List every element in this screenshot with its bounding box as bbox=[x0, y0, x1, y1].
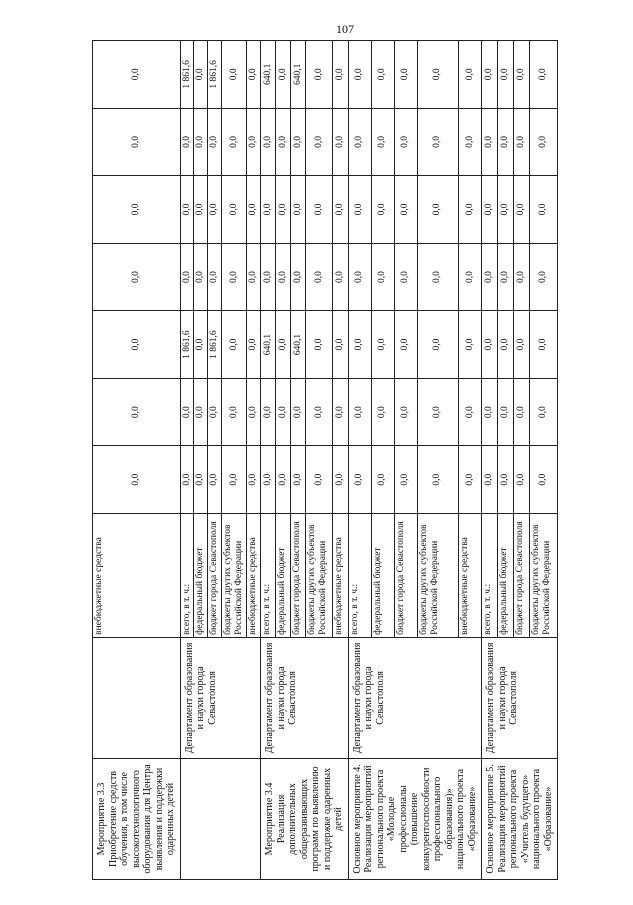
value-cell: 0,0 bbox=[394, 41, 417, 109]
value-cell: 0,0 bbox=[371, 311, 394, 379]
value-cell: 0,0 bbox=[306, 243, 333, 311]
funding-source-cell: внебюджетные средства bbox=[247, 514, 261, 638]
value-cell: 0,0 bbox=[482, 243, 498, 311]
value-cell: 0,0 bbox=[93, 41, 181, 109]
value-cell: 640,1 bbox=[261, 41, 276, 109]
budget-table-body bbox=[93, 41, 558, 880]
value-cell: 0,0 bbox=[348, 108, 371, 176]
value-cell: 0,0 bbox=[222, 446, 247, 514]
value-cell: 0,0 bbox=[482, 446, 498, 514]
value-cell: 0,0 bbox=[513, 176, 529, 244]
value-cell: 0,0 bbox=[529, 243, 557, 311]
value-cell: 0,0 bbox=[497, 311, 513, 379]
value-cell: 0,0 bbox=[529, 378, 557, 446]
value-cell: 0,0 bbox=[513, 446, 529, 514]
value-cell: 640,1 bbox=[261, 311, 276, 379]
value-cell: 0,0 bbox=[348, 378, 371, 446]
funding-source-cell: бюджет города Севастополя bbox=[394, 514, 417, 638]
value-cell: 0,0 bbox=[513, 41, 529, 109]
funding-source-cell: внебюджетные средства bbox=[458, 514, 481, 638]
value-cell: 0,0 bbox=[306, 176, 333, 244]
table-row bbox=[93, 41, 181, 880]
value-cell: 0,0 bbox=[194, 176, 208, 244]
value-cell: 0,0 bbox=[291, 176, 306, 244]
value-cell: 0,0 bbox=[276, 446, 291, 514]
funding-source-cell: федеральный бюджет bbox=[276, 514, 291, 638]
value-cell: 0,0 bbox=[93, 243, 181, 311]
table-row bbox=[482, 41, 498, 880]
funding-source-cell: бюджет города Севастополя bbox=[208, 514, 222, 638]
value-cell: 0,0 bbox=[497, 108, 513, 176]
value-cell: 0,0 bbox=[348, 176, 371, 244]
funding-source-cell: бюджеты других субъектов Российской Федерации bbox=[417, 514, 458, 638]
department-cell: Департамент образования и науки города Севастополя bbox=[348, 637, 482, 758]
value-cell: 0,0 bbox=[394, 446, 417, 514]
value-cell: 0,0 bbox=[497, 378, 513, 446]
value-cell: 0,0 bbox=[222, 41, 247, 109]
value-cell: 0,0 bbox=[291, 446, 306, 514]
value-cell: 0,0 bbox=[458, 108, 481, 176]
value-cell: 0,0 bbox=[306, 108, 333, 176]
value-cell: 0,0 bbox=[482, 378, 498, 446]
funding-source-cell: бюджет города Севастополя bbox=[291, 514, 306, 638]
department-cell: Департамент образования и науки города Севастополя bbox=[180, 637, 261, 758]
value-cell: 0,0 bbox=[513, 378, 529, 446]
value-cell: 0,0 bbox=[194, 41, 208, 109]
value-cell: 0,0 bbox=[261, 176, 276, 244]
value-cell: 0,0 bbox=[417, 311, 458, 379]
value-cell: 0,0 bbox=[348, 446, 371, 514]
rotated-table-wrapper bbox=[92, 40, 554, 880]
value-cell: 0,0 bbox=[333, 378, 348, 446]
funding-source-cell: бюджет города Севастополя bbox=[513, 514, 529, 638]
value-cell: 0,0 bbox=[482, 176, 498, 244]
measure-name-cell: Основное мероприятие 5. Реализация мероприятий регионального проекта «Учитель будущего» национального проекта «Образование» bbox=[482, 758, 558, 879]
value-cell: 0,0 bbox=[394, 311, 417, 379]
value-cell: 0,0 bbox=[458, 176, 481, 244]
value-cell: 0,0 bbox=[417, 378, 458, 446]
value-cell: 0,0 bbox=[194, 378, 208, 446]
value-cell: 0,0 bbox=[394, 378, 417, 446]
value-cell: 0,0 bbox=[247, 311, 261, 379]
value-cell: 0,0 bbox=[497, 41, 513, 109]
value-cell: 0,0 bbox=[458, 243, 481, 311]
value-cell: 0,0 bbox=[222, 176, 247, 244]
value-cell: 1 861,6 bbox=[208, 41, 222, 109]
value-cell: 0,0 bbox=[417, 176, 458, 244]
value-cell: 1 861,6 bbox=[180, 41, 194, 109]
measure-name-cell: Мероприятие 3.4 Реализация дополнительных общеразвивающих программ по выявлению и поддержке одаренных детей bbox=[261, 758, 349, 879]
value-cell: 0,0 bbox=[194, 243, 208, 311]
funding-source-cell: федеральный бюджет bbox=[497, 514, 513, 638]
value-cell: 0,0 bbox=[497, 243, 513, 311]
value-cell: 0,0 bbox=[306, 446, 333, 514]
value-cell: 0,0 bbox=[93, 446, 181, 514]
value-cell: 0,0 bbox=[482, 41, 498, 109]
value-cell: 640,1 bbox=[291, 311, 306, 379]
funding-source-cell: всего, в т. ч.: bbox=[180, 514, 194, 638]
value-cell: 0,0 bbox=[333, 176, 348, 244]
value-cell: 0,0 bbox=[458, 311, 481, 379]
value-cell: 0,0 bbox=[208, 108, 222, 176]
value-cell: 0,0 bbox=[371, 243, 394, 311]
value-cell: 0,0 bbox=[497, 176, 513, 244]
funding-source-cell: внебюджетные средства bbox=[93, 514, 181, 638]
value-cell: 0,0 bbox=[208, 176, 222, 244]
value-cell: 0,0 bbox=[93, 176, 181, 244]
value-cell: 0,0 bbox=[371, 446, 394, 514]
value-cell: 0,0 bbox=[482, 108, 498, 176]
value-cell: 0,0 bbox=[180, 378, 194, 446]
value-cell: 0,0 bbox=[306, 311, 333, 379]
measure-name-cell: Основное мероприятие 4. Реализация мероприятий регионального проекта «Молодые профессионалы (повышение конкурентоспособности профессионального образования)» национального проекта «Образование» bbox=[348, 758, 482, 879]
value-cell: 0,0 bbox=[261, 446, 276, 514]
value-cell: 0,0 bbox=[333, 243, 348, 311]
value-cell: 0,0 bbox=[333, 311, 348, 379]
value-cell: 0,0 bbox=[371, 378, 394, 446]
value-cell: 0,0 bbox=[276, 108, 291, 176]
value-cell: 0,0 bbox=[529, 446, 557, 514]
value-cell: 0,0 bbox=[482, 311, 498, 379]
value-cell: 0,0 bbox=[93, 378, 181, 446]
value-cell: 0,0 bbox=[306, 41, 333, 109]
value-cell: 0,0 bbox=[194, 446, 208, 514]
value-cell: 0,0 bbox=[458, 41, 481, 109]
value-cell: 0,0 bbox=[93, 108, 181, 176]
value-cell: 0,0 bbox=[529, 41, 557, 109]
value-cell: 0,0 bbox=[208, 243, 222, 311]
value-cell: 0,0 bbox=[276, 41, 291, 109]
value-cell: 0,0 bbox=[529, 108, 557, 176]
value-cell: 0,0 bbox=[348, 243, 371, 311]
value-cell: 0,0 bbox=[529, 176, 557, 244]
value-cell: 0,0 bbox=[417, 108, 458, 176]
funding-source-cell: бюджеты других субъектов Российской Федерации bbox=[222, 514, 247, 638]
value-cell: 0,0 bbox=[513, 243, 529, 311]
value-cell: 0,0 bbox=[247, 176, 261, 244]
value-cell: 0,0 bbox=[513, 108, 529, 176]
department-cell: Департамент образования и науки города Севастополя bbox=[261, 637, 349, 758]
funding-source-cell: федеральный бюджет bbox=[371, 514, 394, 638]
value-cell: 0,0 bbox=[276, 176, 291, 244]
funding-source-cell: всего, в т. ч.: bbox=[348, 514, 371, 638]
value-cell: 0,0 bbox=[371, 41, 394, 109]
value-cell: 0,0 bbox=[333, 446, 348, 514]
budget-table bbox=[92, 40, 558, 880]
value-cell: 0,0 bbox=[180, 243, 194, 311]
value-cell: 0,0 bbox=[394, 243, 417, 311]
value-cell: 0,0 bbox=[348, 311, 371, 379]
value-cell: 0,0 bbox=[276, 243, 291, 311]
funding-source-cell: внебюджетные средства bbox=[333, 514, 348, 638]
value-cell: 1 861,6 bbox=[180, 311, 194, 379]
table-row bbox=[261, 41, 276, 880]
value-cell: 0,0 bbox=[348, 41, 371, 109]
value-cell: 0,0 bbox=[333, 108, 348, 176]
department-cell bbox=[93, 637, 181, 758]
value-cell: 0,0 bbox=[261, 378, 276, 446]
value-cell: 0,0 bbox=[371, 176, 394, 244]
value-cell: 0,0 bbox=[417, 243, 458, 311]
value-cell: 0,0 bbox=[194, 311, 208, 379]
funding-source-cell: всего, в т. ч.: bbox=[261, 514, 276, 638]
funding-source-cell: бюджеты других субъектов Российской Федерации bbox=[529, 514, 557, 638]
value-cell: 0,0 bbox=[333, 41, 348, 109]
value-cell: 0,0 bbox=[247, 41, 261, 109]
value-cell: 0,0 bbox=[276, 311, 291, 379]
table-row bbox=[348, 41, 371, 880]
value-cell: 0,0 bbox=[291, 378, 306, 446]
value-cell: 0,0 bbox=[247, 378, 261, 446]
value-cell: 0,0 bbox=[458, 446, 481, 514]
value-cell: 0,0 bbox=[247, 446, 261, 514]
value-cell: 0,0 bbox=[180, 176, 194, 244]
value-cell: 640,1 bbox=[291, 41, 306, 109]
value-cell: 0,0 bbox=[276, 378, 291, 446]
value-cell: 0,0 bbox=[194, 108, 208, 176]
value-cell: 0,0 bbox=[222, 311, 247, 379]
value-cell: 0,0 bbox=[222, 378, 247, 446]
value-cell: 0,0 bbox=[513, 311, 529, 379]
value-cell: 0,0 bbox=[394, 176, 417, 244]
funding-source-cell: всего, в т. ч.: bbox=[482, 514, 498, 638]
value-cell: 0,0 bbox=[458, 378, 481, 446]
value-cell: 0,0 bbox=[93, 311, 181, 379]
value-cell: 0,0 bbox=[497, 446, 513, 514]
table-row bbox=[180, 41, 194, 880]
value-cell: 0,0 bbox=[247, 108, 261, 176]
measure-name-cell: Мероприятие 3.3 Приобретение средств обучения, в том числе высокотехнологичного оборудования для Центра выявления и поддержки одаренных детей bbox=[93, 758, 181, 879]
value-cell: 0,0 bbox=[417, 41, 458, 109]
value-cell: 0,0 bbox=[247, 243, 261, 311]
funding-source-cell: федеральный бюджет bbox=[194, 514, 208, 638]
value-cell: 0,0 bbox=[208, 378, 222, 446]
value-cell: 0,0 bbox=[222, 108, 247, 176]
page-number: 107 bbox=[336, 22, 354, 36]
value-cell: 0,0 bbox=[222, 243, 247, 311]
value-cell: 0,0 bbox=[208, 446, 222, 514]
value-cell: 0,0 bbox=[529, 311, 557, 379]
department-cell: Департамент образования и науки города Севастополя bbox=[482, 637, 558, 758]
value-cell: 0,0 bbox=[261, 108, 276, 176]
value-cell: 0,0 bbox=[180, 108, 194, 176]
value-cell: 0,0 bbox=[306, 378, 333, 446]
funding-source-cell: бюджеты других субъектов Российской Федерации bbox=[306, 514, 333, 638]
value-cell: 0,0 bbox=[394, 108, 417, 176]
value-cell: 1 861,6 bbox=[208, 311, 222, 379]
value-cell: 0,0 bbox=[371, 108, 394, 176]
value-cell: 0,0 bbox=[291, 243, 306, 311]
value-cell: 0,0 bbox=[261, 243, 276, 311]
measure-name-cell bbox=[180, 758, 261, 879]
value-cell: 0,0 bbox=[417, 446, 458, 514]
value-cell: 0,0 bbox=[291, 108, 306, 176]
value-cell: 0,0 bbox=[180, 446, 194, 514]
